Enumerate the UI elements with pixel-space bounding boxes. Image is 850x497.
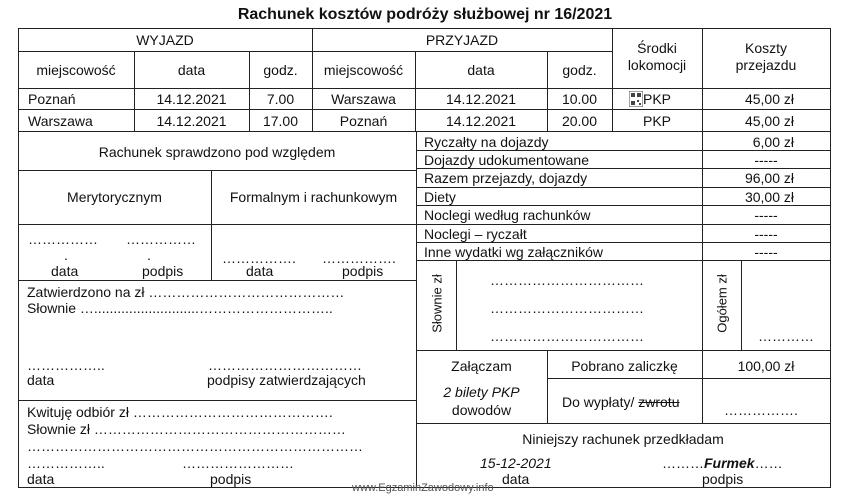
rule bbox=[416, 350, 831, 351]
submit-sign-name: Furmek bbox=[704, 455, 755, 471]
header-przyjazd: PRZYJAZD bbox=[425, 32, 499, 48]
approve-sign-label: podpisy zatwierdzających bbox=[207, 372, 366, 388]
cost-value-7: ----- bbox=[754, 244, 778, 260]
approve-data-dots: …………….. bbox=[27, 357, 105, 373]
rule bbox=[416, 242, 831, 243]
receipt-amount: Kwituję odbiór zł ……………………………………. bbox=[27, 404, 333, 420]
cost-value-2: ----- bbox=[754, 152, 778, 168]
header-wyjazd: WYJAZD bbox=[136, 32, 194, 48]
col-dep-place: miejscowość bbox=[36, 62, 116, 78]
rule bbox=[18, 224, 416, 225]
rule bbox=[18, 51, 612, 52]
payout-label-text: Do wypłaty/ bbox=[562, 394, 635, 410]
words-dots-3: …………………………… bbox=[490, 328, 644, 344]
payout-label bbox=[562, 395, 679, 409]
trip-1-transport: PKP bbox=[642, 91, 671, 107]
words-dots-2: …………………………… bbox=[490, 300, 644, 316]
col-arr-time: godz. bbox=[562, 62, 597, 78]
cost-value-1: 6,00 zł bbox=[752, 134, 794, 150]
rule bbox=[18, 170, 416, 171]
submit-sign-label: podpis bbox=[702, 471, 744, 487]
approve-amount: Zatwierdzono na zł …………………………………… bbox=[27, 284, 345, 300]
cost-label-6: Noclegi – ryczałt bbox=[424, 226, 527, 242]
check-dot-2: . bbox=[147, 247, 151, 263]
trip-2-arr-place: Poznań bbox=[339, 113, 388, 129]
receipt-data-dots: …………….. bbox=[27, 455, 105, 471]
submit-date: 15-12-2021 bbox=[480, 455, 552, 471]
check-formal-data-label: data bbox=[246, 263, 274, 279]
col-dep-time: godz. bbox=[263, 62, 298, 78]
check-merit-data-dots: …………… bbox=[28, 231, 98, 247]
cost-label-5: Noclegi według rachunków bbox=[424, 207, 591, 223]
cost-value-4: 30,00 zł bbox=[744, 189, 794, 205]
cost-value-3: 96,00 zł bbox=[744, 170, 794, 186]
check-merit: Merytorycznym bbox=[67, 189, 162, 205]
rule bbox=[18, 88, 831, 89]
document-title: Rachunek kosztów podróży służbowej nr 16/2021 bbox=[237, 6, 613, 23]
advance-label: Pobrano zaliczkę bbox=[571, 358, 678, 374]
submit-data-label: data bbox=[502, 471, 530, 487]
rule bbox=[456, 260, 457, 350]
trip-1-dep-date: 14.12.2021 bbox=[156, 91, 227, 107]
check-merit-data-label: data bbox=[51, 263, 79, 279]
rule bbox=[416, 224, 831, 225]
rule bbox=[416, 187, 831, 188]
total-label: Ogółem zł bbox=[714, 274, 730, 333]
check-merit-sign-dots: …………… bbox=[126, 231, 196, 247]
trip-1-dep-place: Poznań bbox=[28, 91, 76, 107]
cost-label-3: Razem przejazdy, dojazdy bbox=[424, 170, 588, 186]
rule bbox=[416, 260, 831, 261]
border-top bbox=[18, 28, 831, 29]
check-formal-data-dots: ……………. bbox=[222, 250, 296, 266]
trip-2-arr-time: 20.00 bbox=[561, 113, 598, 129]
cost-value-6: ----- bbox=[754, 226, 778, 242]
attach-heading: Załączam bbox=[451, 358, 512, 374]
receipt-words-cont: ……………………………………………………………… bbox=[27, 438, 363, 454]
receipt-words: Słownie zł ……………………………………………… bbox=[27, 421, 346, 437]
check-dot-1: . bbox=[64, 247, 68, 263]
receipt-sign-dots: …………………… bbox=[182, 455, 294, 471]
cost-value-5: ----- bbox=[754, 207, 778, 223]
submit-sign-suffix: …… bbox=[754, 455, 783, 471]
trip-2-dep-date: 14.12.2021 bbox=[156, 113, 227, 129]
total-dots: ………… bbox=[758, 328, 814, 344]
rule bbox=[741, 260, 742, 350]
rule bbox=[416, 205, 831, 206]
submit-sign-prefix: ……… bbox=[662, 455, 704, 471]
rule bbox=[18, 400, 416, 401]
rule bbox=[18, 280, 416, 281]
check-heading: Rachunek sprawdzono pod względem bbox=[98, 144, 336, 160]
check-formal: Formalnym i rachunkowym bbox=[229, 189, 398, 205]
receipt-data-label: data bbox=[27, 471, 55, 487]
trip-1-cost: 45,00 zł bbox=[744, 91, 794, 107]
attach-count: 2 bilety PKP bbox=[443, 384, 520, 400]
trip-2-dep-place: Warszawa bbox=[28, 113, 93, 129]
header-srodki-1: Środki bbox=[637, 40, 677, 56]
rule bbox=[18, 131, 831, 132]
border-right bbox=[830, 28, 831, 488]
payout-dots: ……………. bbox=[724, 402, 798, 418]
watermark: www.EgzaminZawodowy.info bbox=[352, 482, 494, 494]
check-formal-sign-dots: ……………. bbox=[322, 250, 396, 266]
header-koszty-1: Koszty bbox=[744, 40, 787, 56]
approve-words: Słownie …...........................……………………….. bbox=[27, 300, 333, 316]
header-srodki-2: lokomocji bbox=[627, 57, 687, 73]
rule bbox=[18, 109, 831, 110]
qr-code-icon bbox=[629, 91, 643, 107]
words-dots-1: …………………………… bbox=[490, 272, 644, 288]
submit-heading: Niniejszy rachunek przedkładam bbox=[522, 431, 724, 447]
advance-value: 100,00 zł bbox=[737, 358, 795, 374]
rule bbox=[416, 168, 831, 169]
submit-signature bbox=[662, 456, 783, 470]
rule bbox=[416, 423, 831, 424]
words-label: Słownie zł bbox=[429, 274, 445, 333]
check-merit-sign-label: podpis bbox=[142, 263, 184, 279]
rule bbox=[547, 378, 831, 379]
col-arr-date: data bbox=[467, 62, 495, 78]
cost-label-4: Diety bbox=[424, 189, 456, 205]
payout-label-struck: zwrotu bbox=[638, 394, 680, 410]
trip-1-dep-time: 7.00 bbox=[266, 91, 295, 107]
rule bbox=[416, 150, 831, 151]
check-formal-sign-label: podpis bbox=[342, 263, 384, 279]
cost-label-1: Ryczałty na dojazdy bbox=[424, 134, 549, 150]
trip-2-transport: PKP bbox=[642, 113, 671, 129]
cost-label-7: Inne wydatki wg załączników bbox=[424, 244, 603, 260]
approve-sign-dots: …………………………… bbox=[208, 357, 362, 373]
approve-data-label: data bbox=[27, 372, 55, 388]
header-koszty-2: przejazdu bbox=[735, 57, 797, 73]
rule bbox=[211, 170, 212, 280]
rule bbox=[702, 260, 703, 350]
cost-label-2: Dojazdy udokumentowane bbox=[424, 152, 589, 168]
border-left bbox=[18, 28, 19, 488]
trip-1-arr-time: 10.00 bbox=[561, 91, 598, 107]
col-dep-date: data bbox=[177, 62, 206, 78]
attach-docs-label: dowodów bbox=[451, 402, 512, 418]
receipt-sign-label: podpis bbox=[210, 471, 252, 487]
trip-2-cost: 45,00 zł bbox=[744, 113, 794, 129]
trip-2-arr-date: 14.12.2021 bbox=[445, 113, 517, 129]
trip-1-arr-place: Warszawa bbox=[331, 91, 396, 107]
trip-2-dep-time: 17.00 bbox=[262, 113, 299, 129]
trip-1-arr-date: 14.12.2021 bbox=[445, 91, 517, 107]
col-arr-place: miejscowość bbox=[323, 62, 404, 78]
